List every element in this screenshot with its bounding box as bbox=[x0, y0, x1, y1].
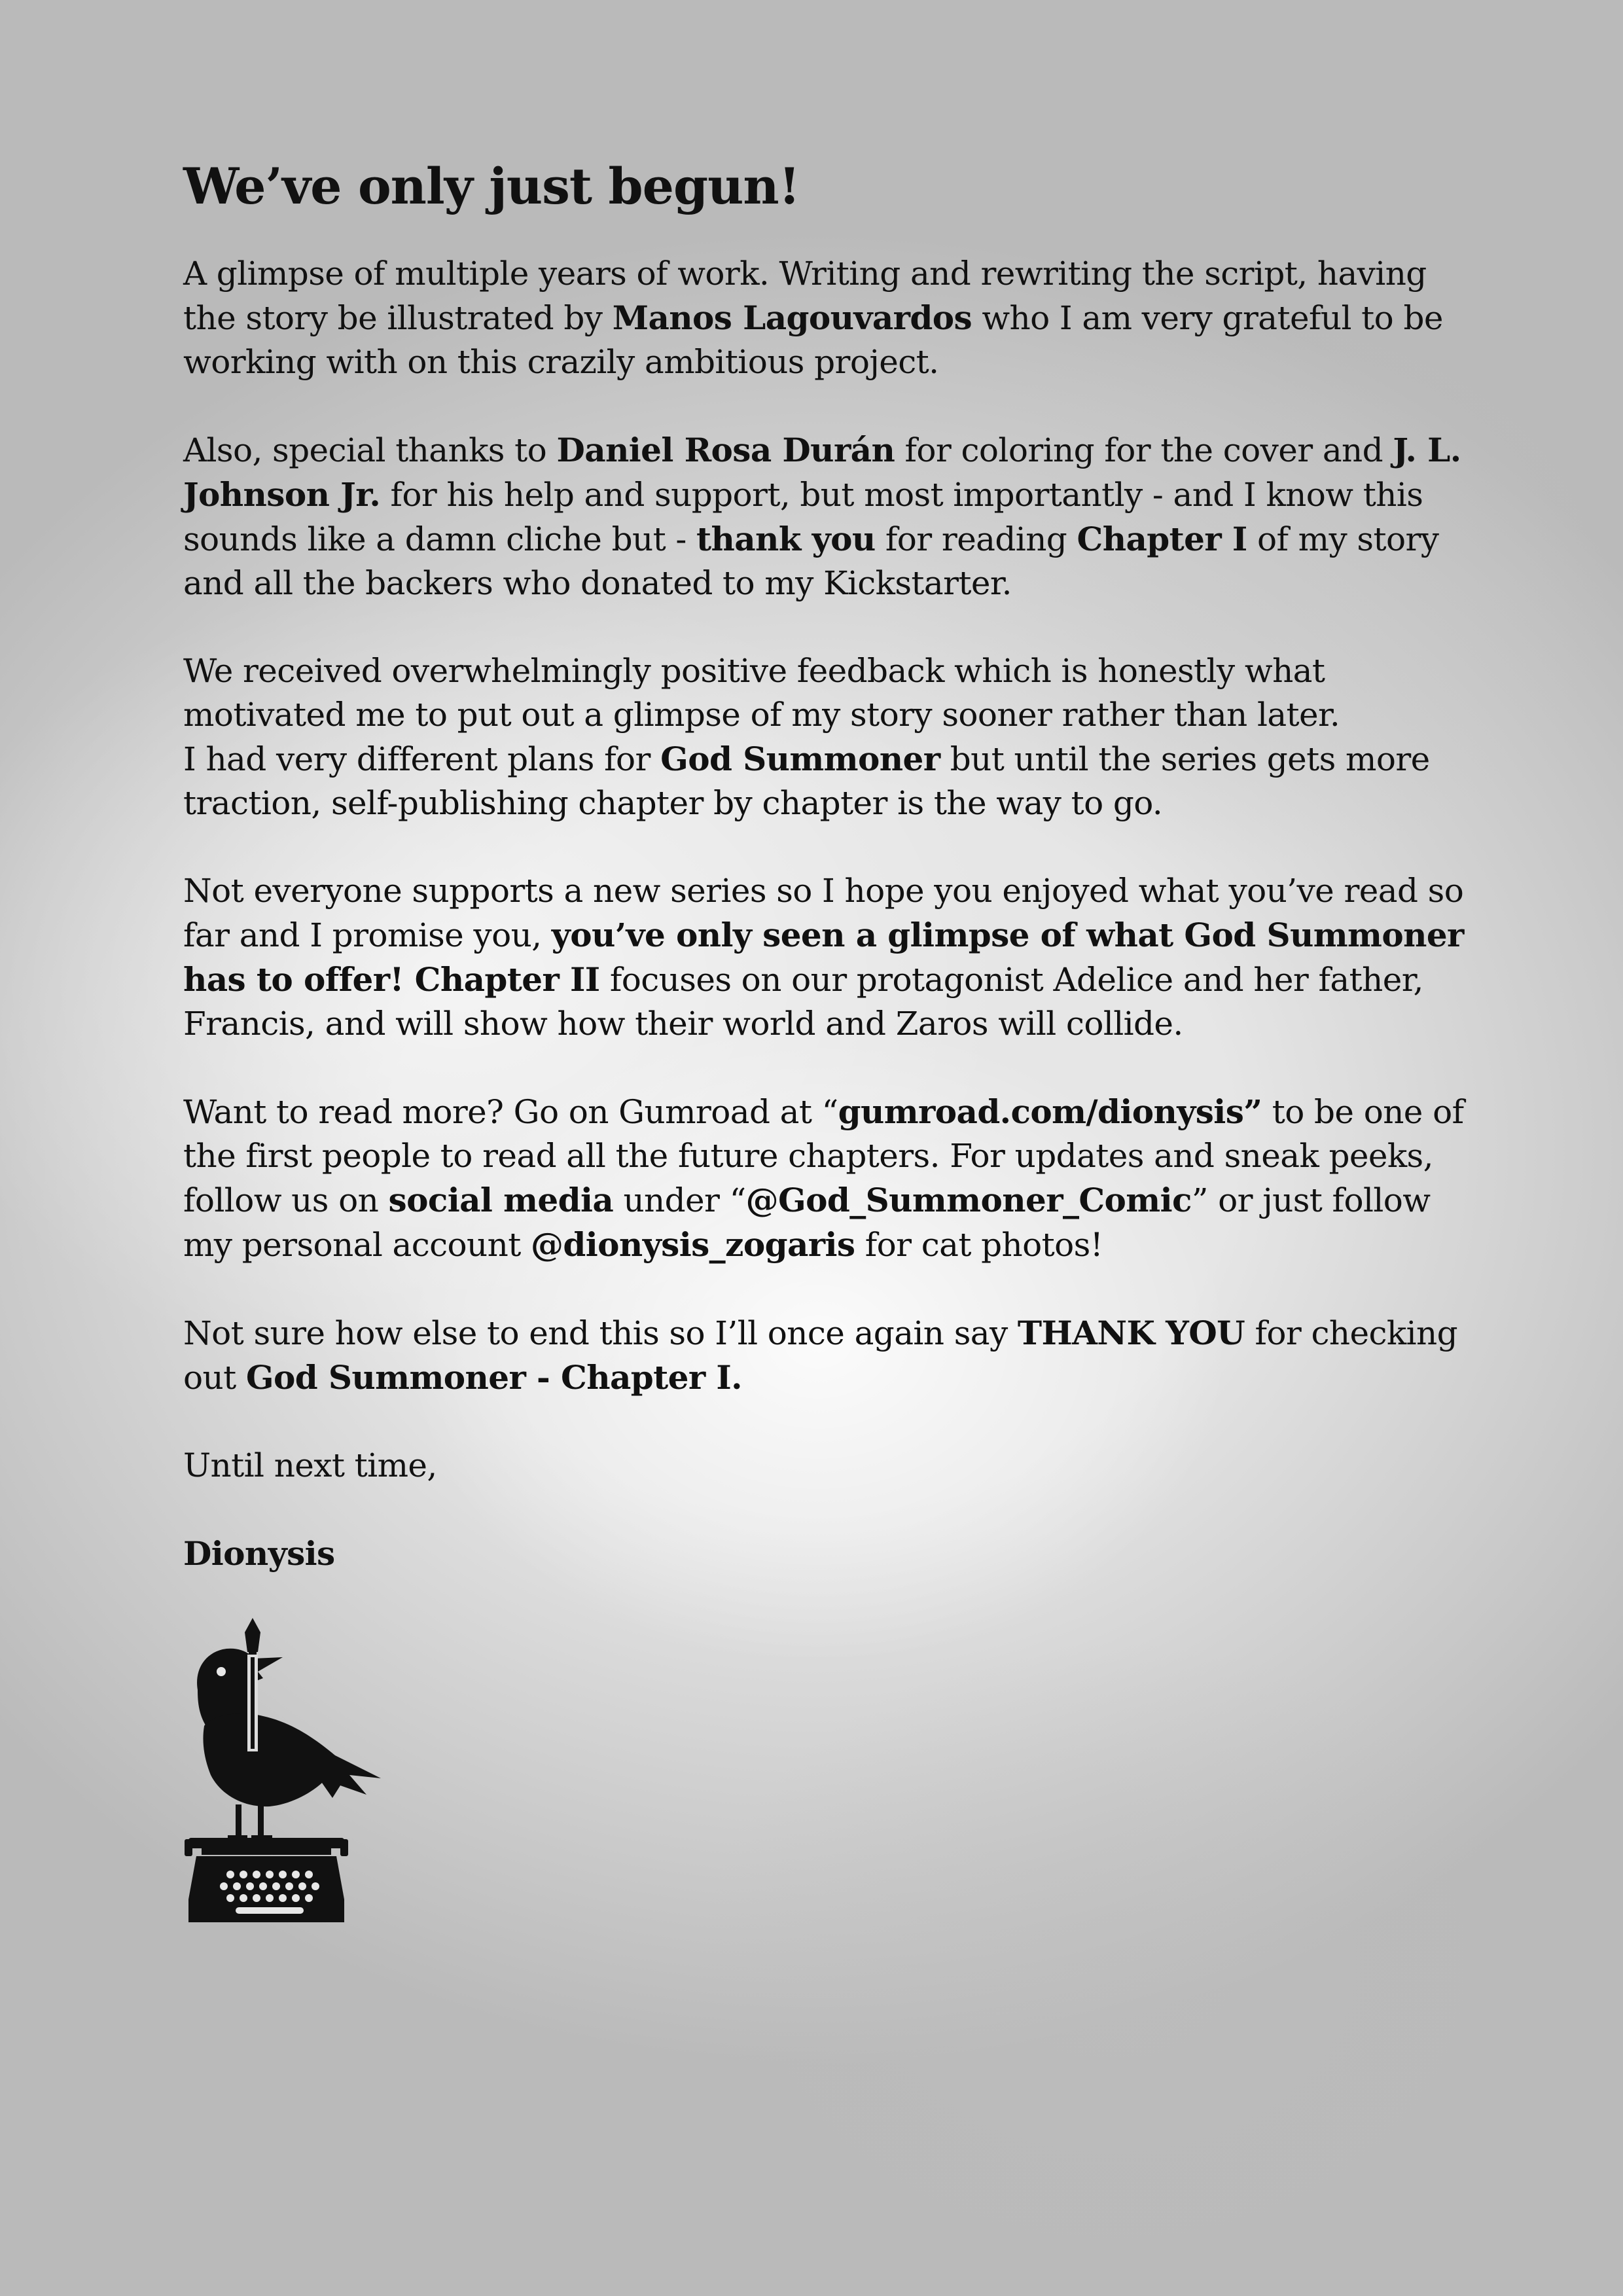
paragraph bbox=[183, 1311, 1466, 1400]
page-title: We’ve only just begun! bbox=[183, 157, 800, 215]
text-run: for his help and support, but most importantly - and I know this sounds like a damn cliche but - bbox=[183, 476, 1423, 558]
paragraph bbox=[183, 1532, 1466, 1576]
text-run: Not sure how else to end this so I’ll once again say bbox=[183, 1314, 1018, 1352]
paragraph-gap bbox=[183, 1488, 1466, 1532]
paragraph bbox=[183, 1090, 1466, 1267]
text-run: focuses on our protagonist Adelice and her father, Francis, and will show how their world and Zaros will collide. bbox=[183, 961, 1423, 1043]
paragraph bbox=[183, 252, 1466, 384]
bold-text: THANK YOU bbox=[1017, 1314, 1245, 1352]
crow-on-typewriter-icon bbox=[185, 1618, 381, 1922]
paragraph bbox=[183, 1444, 1466, 1488]
paragraph-gap bbox=[183, 384, 1466, 428]
text-run: Until next time, bbox=[183, 1446, 437, 1484]
letter bbox=[183, 151, 1466, 1576]
bold-text: Chapter I bbox=[1077, 520, 1247, 558]
bold-text: Manos Lagouvardos bbox=[612, 298, 972, 337]
spacer bbox=[183, 223, 1466, 252]
letter-body bbox=[183, 252, 1466, 1576]
text-run: of my story and all the backers who donated to my Kickstarter. bbox=[183, 520, 1439, 602]
paragraph bbox=[183, 649, 1466, 825]
paragraph bbox=[183, 869, 1466, 1046]
text-run: to be one of the first people to read all the future chapters. For updates and sneak peeks, follow us on bbox=[183, 1093, 1464, 1219]
text-run: for checking out bbox=[183, 1314, 1457, 1397]
bold-text: God Summoner - Chapter I. bbox=[245, 1358, 742, 1397]
paragraph-gap bbox=[183, 825, 1466, 869]
text-run: ” or just follow my personal account bbox=[183, 1181, 1431, 1264]
paragraph-gap bbox=[183, 1267, 1466, 1311]
paragraph bbox=[183, 428, 1466, 605]
bold-text: social media bbox=[388, 1181, 614, 1219]
text-run: Want to read more? Go on Gumroad at “ bbox=[183, 1093, 838, 1131]
bold-text: @dionysis_zogaris bbox=[531, 1225, 855, 1264]
bold-text: Daniel Rosa Durán bbox=[556, 431, 895, 469]
bold-text: God Summoner bbox=[660, 740, 940, 778]
bold-text: Dionysis bbox=[183, 1534, 335, 1573]
text-run: I had very different plans for bbox=[183, 740, 661, 778]
text-run: for coloring for the cover and bbox=[895, 431, 1393, 469]
bold-text: thank you bbox=[696, 520, 876, 558]
text-run: under “ bbox=[613, 1181, 746, 1219]
text-run: for cat photos! bbox=[855, 1226, 1103, 1264]
text-run: who I am very grateful to be working with on this crazily ambitious project. bbox=[183, 299, 1443, 381]
bold-text: J. L. Johnson Jr. bbox=[183, 431, 1461, 514]
text-run: Also, special thanks to bbox=[183, 431, 557, 469]
text-run: for reading bbox=[875, 520, 1077, 558]
paragraph-gap bbox=[183, 1400, 1466, 1444]
text-run: A glimpse of multiple years of work. Writing and rewriting the script, having the story be illustrated by bbox=[183, 255, 1427, 337]
bold-text: gumroad.com/dionysis” bbox=[838, 1092, 1262, 1131]
text-run: but until the series gets more traction, self-publishing chapter by chapter is the way to go. bbox=[183, 740, 1430, 822]
bold-text: you’ve only seen a glimpse of what God Summoner has to offer! Chapter II bbox=[183, 916, 1464, 999]
text-run: Not everyone supports a new series so I hope you enjoyed what you’ve read so far and I promise you, bbox=[183, 872, 1464, 954]
bold-text: @God_Summoner_Comic bbox=[745, 1181, 1192, 1219]
text-run: We received overwhelmingly positive feedback which is honestly what motivated me to put out a glimpse of my story sooner rather than later. bbox=[183, 652, 1340, 734]
paragraph-gap bbox=[183, 605, 1466, 649]
paragraph-gap bbox=[183, 1046, 1466, 1090]
